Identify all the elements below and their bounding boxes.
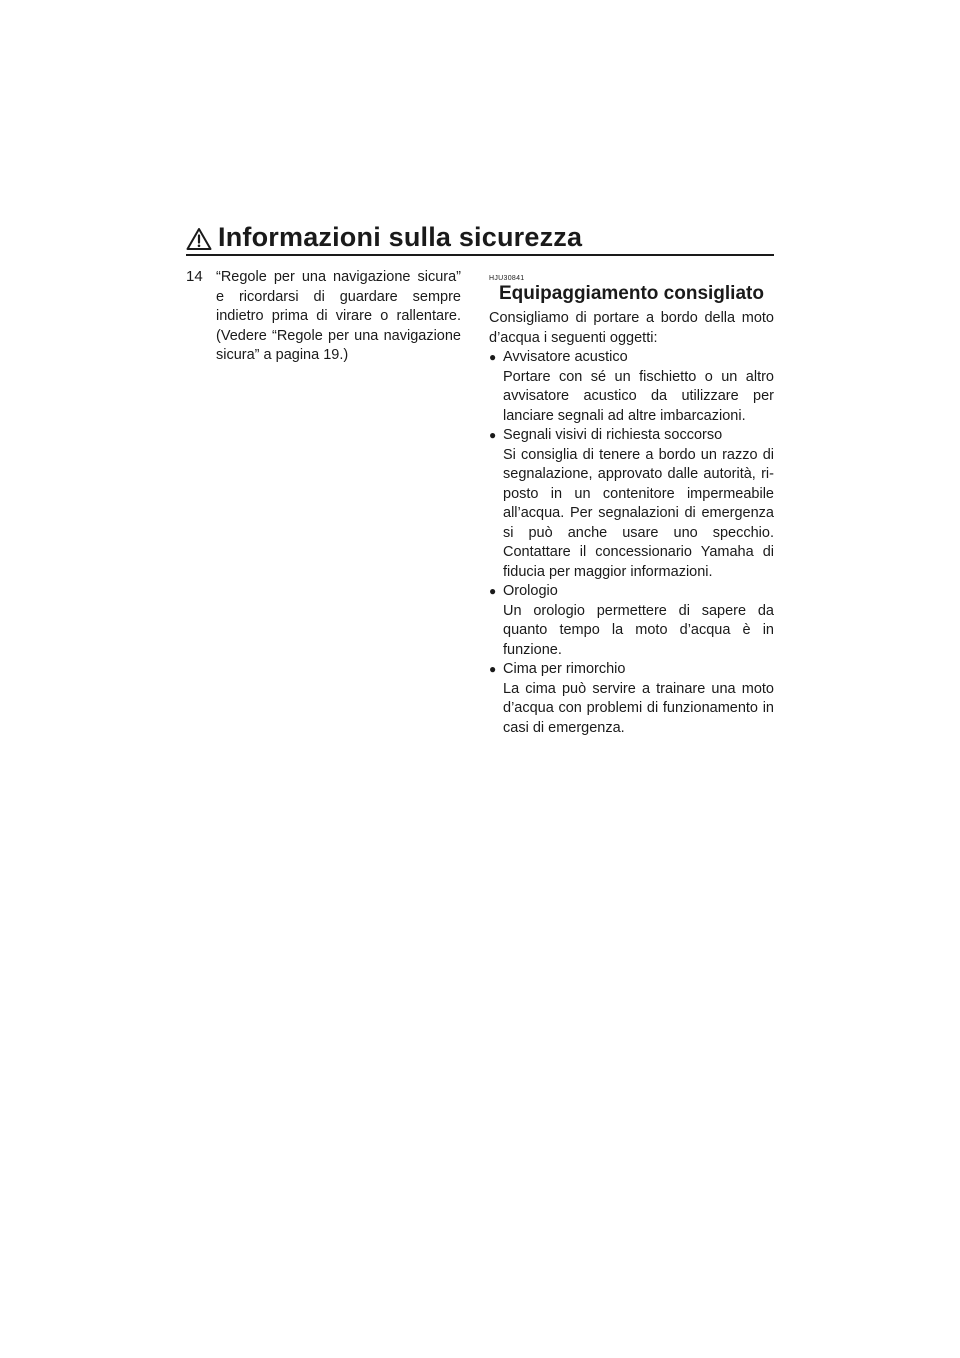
item-description: Portare con sé un fischietto o un altro avvisatore acustico da utilizzare per lanciare segnali ad altre imbarcazioni. [503, 368, 774, 424]
page-number: 14 [186, 268, 203, 285]
right-column [489, 268, 774, 738]
item-title: Avvisatore acustico [503, 349, 628, 365]
bullet-icon: ● [489, 428, 497, 442]
item-title: Segnali visivi di richiesta soccorso [503, 427, 723, 443]
continued-paragraph: “Regole per una navigazione sicura” e ricordarsi di guardare sempre indietro prima di virare o rallentare. (Vedere “Regole per una navigazione sicura” a pagina 19.) [216, 269, 461, 363]
bullet-icon: ● [489, 584, 497, 598]
page-header [186, 224, 774, 258]
item-title: Orologio [503, 583, 558, 599]
section-heading: Equipaggiamento consigliato [499, 283, 764, 304]
item-description: Un orologio permettere di sapere da quanto tempo la moto d’acqua è in funzione. [503, 602, 774, 658]
reference-code: HJU30841 [489, 275, 525, 282]
warning-triangle-icon [186, 227, 212, 251]
item-title: Cima per rimorchio [503, 661, 626, 677]
item-description: La cima può servire a trainare una moto d’acqua con problemi di funzionamento in casi di emergenza. [503, 680, 774, 736]
item-description: Si consiglia di tenere a bordo un razzo di segnalazione, approvato dalle autorità, riposto in un contenitore impermeabile all’acqua. Per segnalazioni di emergenza si può anche usare uno specchio. Contattare il concessionario Yamaha di fiducia per maggior informazioni. [503, 446, 774, 580]
equipment-list [489, 348, 774, 738]
section-intro: Consigliamo di portare a bordo della moto d’acqua i seguenti oggetti: [489, 310, 774, 346]
bullet-icon: ● [489, 350, 497, 364]
list-item [489, 582, 774, 660]
bullet-icon: ● [489, 662, 497, 676]
list-item [489, 426, 774, 582]
left-column [216, 268, 461, 366]
list-item [489, 348, 774, 426]
list-item [489, 660, 774, 738]
header-rule [186, 254, 774, 256]
page-title: Informazioni sulla sicurezza [218, 222, 583, 252]
